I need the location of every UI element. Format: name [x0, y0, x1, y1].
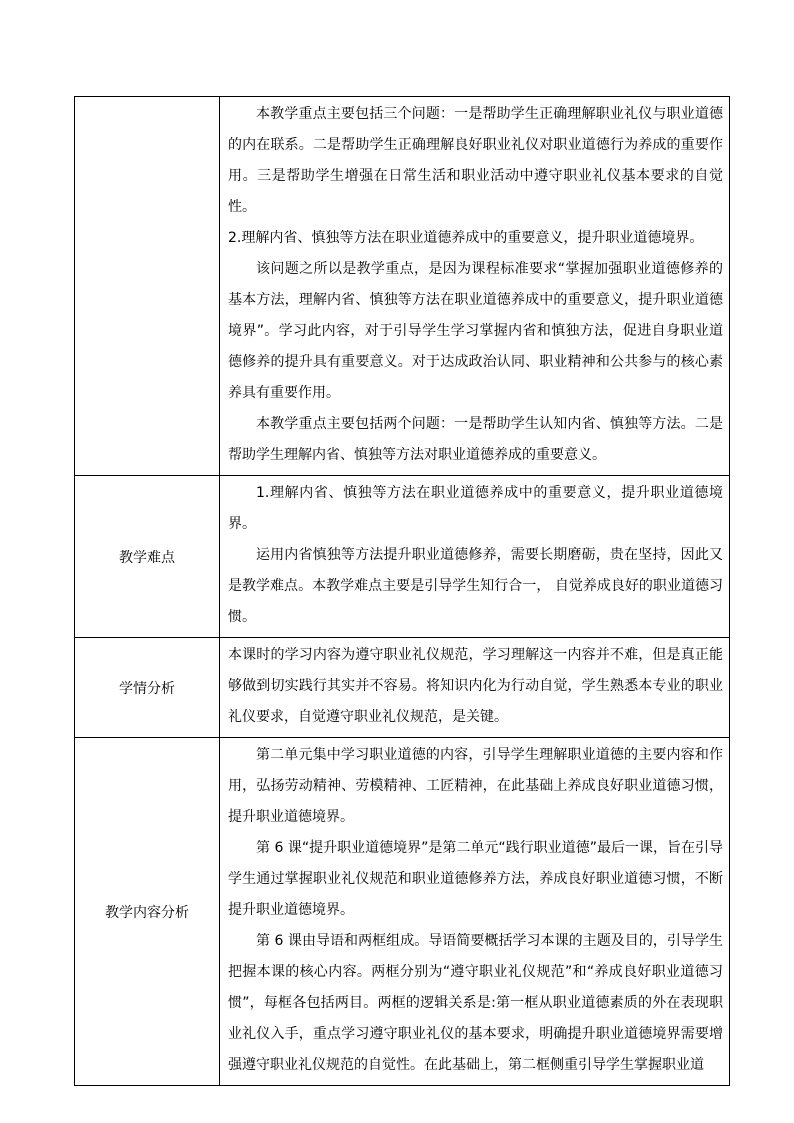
paragraph: 第二单元集中学习职业道德的内容，引导学生理解职业道德的主要内容和作用，弘扬劳动精神、劳模精神、工匠精神，在此基础上养成良好职业道德习惯，提升职业道德境界。 [228, 747, 723, 825]
table-row [75, 476, 730, 638]
paragraph: 第 6 课由导语和两框组成。导语简要概括学习本课的主题及目的，引导学生把握本课的核心内容。两框分别为“遵守职业礼仪规范”和“养成良好职业道德习惯”，每框各包括两目。两框的逻辑关系是:第一框从职业道德素质的外在表现职业礼仪入手，重点学习遵守职业礼仪的基本要求，明确提升职业道德境界需要增强遵守职业礼仪规范的自觉性。在此基础上，第二框侧重引导学生掌握职业道 [228, 933, 723, 1073]
paragraph: 1.理解内省、慎独等方法在职业道德养成中的重要意义，提升职业道德境界。 [228, 485, 723, 532]
row-label-cell: 教学内容分析 [75, 738, 220, 1086]
row-label-cell: 学情分析 [75, 638, 220, 738]
lesson-plan-table [74, 96, 730, 1086]
table-row [75, 738, 730, 1086]
paragraph: 本教学重点主要包括三个问题：一是帮助学生正确理解职业礼仪与职业道德的内在联系。二是帮助学生正确理解良好职业礼仪对职业道德行为养成的重要作用。三是帮助学生增强在日常生活和职业活动中遵守职业礼仪基本要求的自觉性。 [228, 106, 723, 215]
row-content-cell [220, 738, 730, 1086]
table-row [75, 638, 730, 738]
paragraph: 本课时的学习内容为遵守职业礼仪规范，学习理解这一内容并不难，但是真正能够做到切实践行其实并不容易。将知识内化为行动自觉，学生熟悉本专业的职业礼仪要求，自觉遵守职业礼仪规范，是关键。 [228, 647, 723, 725]
row-label-cell: 教学难点 [75, 476, 220, 638]
paragraph: 第 6 课“提升职业道德境界”是第二单元“践行职业道德”最后一课，旨在引导学生通过掌握职业礼仪规范和职业道德修养方法，养成良好职业道德习惯，不断提升职业道德境界。 [228, 840, 723, 918]
paragraph: 该问题之所以是教学重点，是因为课程标准要求“掌握加强职业道德修养的基本方法，理解内省、慎独等方法在职业道德养成中的重要意义，提升职业道德境界”。学习此内容，对于引导学生学习掌握内省和慎独方法，促进自身职业道德修养的提升具有重要意义。对于达成政治认同、职业精神和公共参与的核心素养具有重要作用。 [228, 261, 723, 401]
paragraph: 运用内省慎独等方法提升职业道德修养，需要长期磨砺，贵在坚持，因此又是教学难点。本教学难点主要是引导学生知行合一， 自觉养成良好的职业道德习惯。 [228, 547, 723, 625]
row-label-cell [75, 97, 220, 476]
row-content-cell [220, 476, 730, 638]
table-row [75, 97, 730, 476]
row-content-cell [220, 638, 730, 738]
paragraph: 本教学重点主要包括两个问题：一是帮助学生认知内省、慎独等方法。二是帮助学生理解内省、慎独等方法对职业道德养成的重要意义。 [228, 416, 723, 463]
paragraph: 2.理解内省、慎独等方法在职业道德养成中的重要意义，提升职业道德境界。 [228, 230, 704, 246]
row-content-cell [220, 97, 730, 476]
